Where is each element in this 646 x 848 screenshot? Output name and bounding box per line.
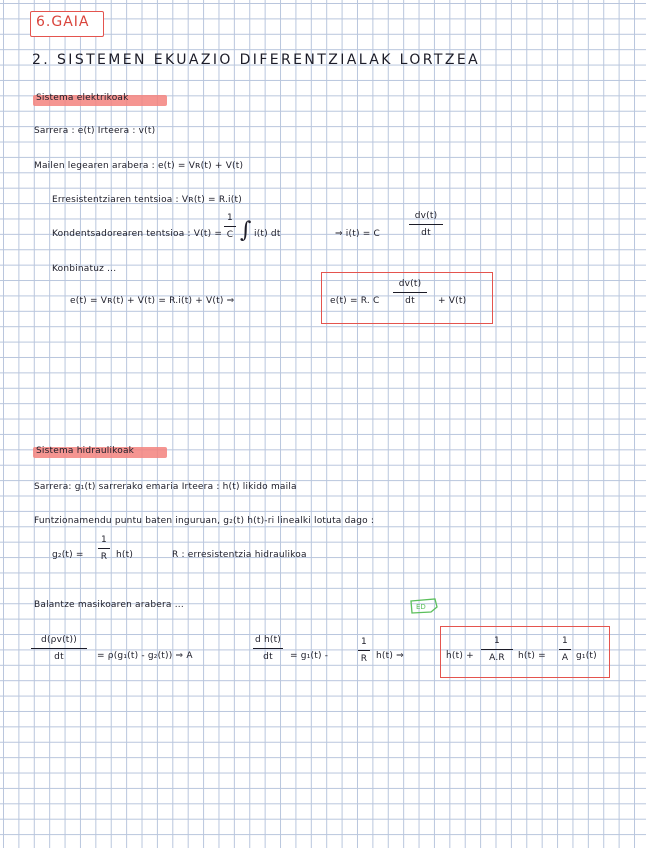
- result-hdot: ḣ(t) +: [446, 651, 474, 661]
- section-heading-electric: Sistema elektrikoak: [36, 93, 129, 103]
- linearization-note: Funtzionamendu puntu baten inguruan, g₂(t) h(t)-ri linealki lotuta dago :: [34, 516, 375, 526]
- integral-sign: ∫: [240, 218, 252, 243]
- fraction-denominator: A: [561, 653, 569, 663]
- mass-balance-middle: = ρ(g₁(t) - g₂(t)) ⇒ A: [97, 651, 193, 661]
- fraction-denominator: C: [226, 230, 234, 240]
- result-rhs-electric: + V(t): [438, 296, 467, 306]
- fraction-denominator: dt: [263, 652, 273, 662]
- fraction-denominator: dt: [421, 228, 431, 238]
- mass-balance-label: Balantze masikoaren arabera ...: [34, 600, 184, 610]
- ed-badge: [409, 598, 439, 614]
- capacitor-coefficient: [223, 214, 237, 240]
- capacitor-current: ⇒ i(t) = C: [335, 229, 381, 239]
- fraction-denominator: R: [360, 654, 368, 664]
- level-derivative: [252, 636, 284, 662]
- g2-coefficient: [97, 536, 111, 562]
- combined-chain: e(t) = Vʀ(t) + V(t) = R.i(t) + V(t) ⇒: [70, 296, 235, 306]
- result-middle: h(t) =: [518, 651, 546, 661]
- capacitor-integrand: i(t) dt: [254, 229, 281, 239]
- fraction-numerator: dv(t): [414, 211, 438, 221]
- fraction-numerator: 1: [101, 535, 107, 545]
- g2-lhs: g₂(t) =: [52, 550, 84, 560]
- mass-derivative: [30, 636, 88, 662]
- chapter-title: 6.GAIA: [36, 14, 90, 30]
- result-coefficient: [480, 637, 514, 663]
- capacitor-derivative: [408, 212, 444, 238]
- fraction-denominator: dt: [54, 652, 64, 662]
- g2-rhs: h(t): [116, 550, 134, 560]
- fraction-numerator: dv(t): [398, 279, 422, 289]
- page-subtitle: 2. SISTEMEN EKUAZIO DIFERENTZIALAK LORTZEA: [32, 52, 481, 68]
- inverse-resistance: [357, 638, 371, 664]
- result-area-coefficient: [558, 637, 572, 663]
- mass-balance-tail: h(t) ⇒: [376, 651, 404, 661]
- result-lhs-electric: e(t) = R. C: [330, 296, 380, 306]
- fraction-denominator: R: [100, 552, 108, 562]
- fraction-denominator: A.R: [489, 653, 505, 663]
- resistor-equation: Erresistentziaren tentsioa : Vʀ(t) = R.i(t): [52, 195, 242, 205]
- io-electric: Sarrera : e(t) Irteera : v(t): [34, 126, 156, 136]
- kirchhoff-law: Mailen legearen arabera : e(t) = Vʀ(t) + V(t): [34, 161, 244, 171]
- section-heading-hydraulic: Sistema hidraulikoak: [36, 446, 135, 456]
- mass-balance-after: = g₁(t) -: [290, 651, 329, 661]
- fraction-denominator: dt: [405, 296, 415, 306]
- fraction-numerator: 1: [227, 213, 233, 223]
- fraction-numerator: d h(t): [254, 635, 282, 645]
- result-tail: g₁(t): [576, 651, 597, 661]
- capacitor-label: Kondentsadorearen tentsioa : V(t) =: [52, 229, 223, 239]
- io-hydraulic: Sarrera: g₁(t) sarrerako emaria Irteera : h(t) likido maila: [34, 482, 297, 492]
- result-derivative: [392, 280, 428, 306]
- fraction-numerator: 1: [494, 636, 500, 646]
- fraction-numerator: 1: [562, 636, 568, 646]
- combine-label: Konbinatuz ...: [52, 264, 117, 274]
- fraction-numerator: d(ρv(t)): [41, 635, 77, 645]
- resistance-note: R : erresistentzia hidraulikoa: [172, 550, 307, 560]
- ed-badge-text: ED: [416, 603, 426, 611]
- fraction-numerator: 1: [361, 637, 367, 647]
